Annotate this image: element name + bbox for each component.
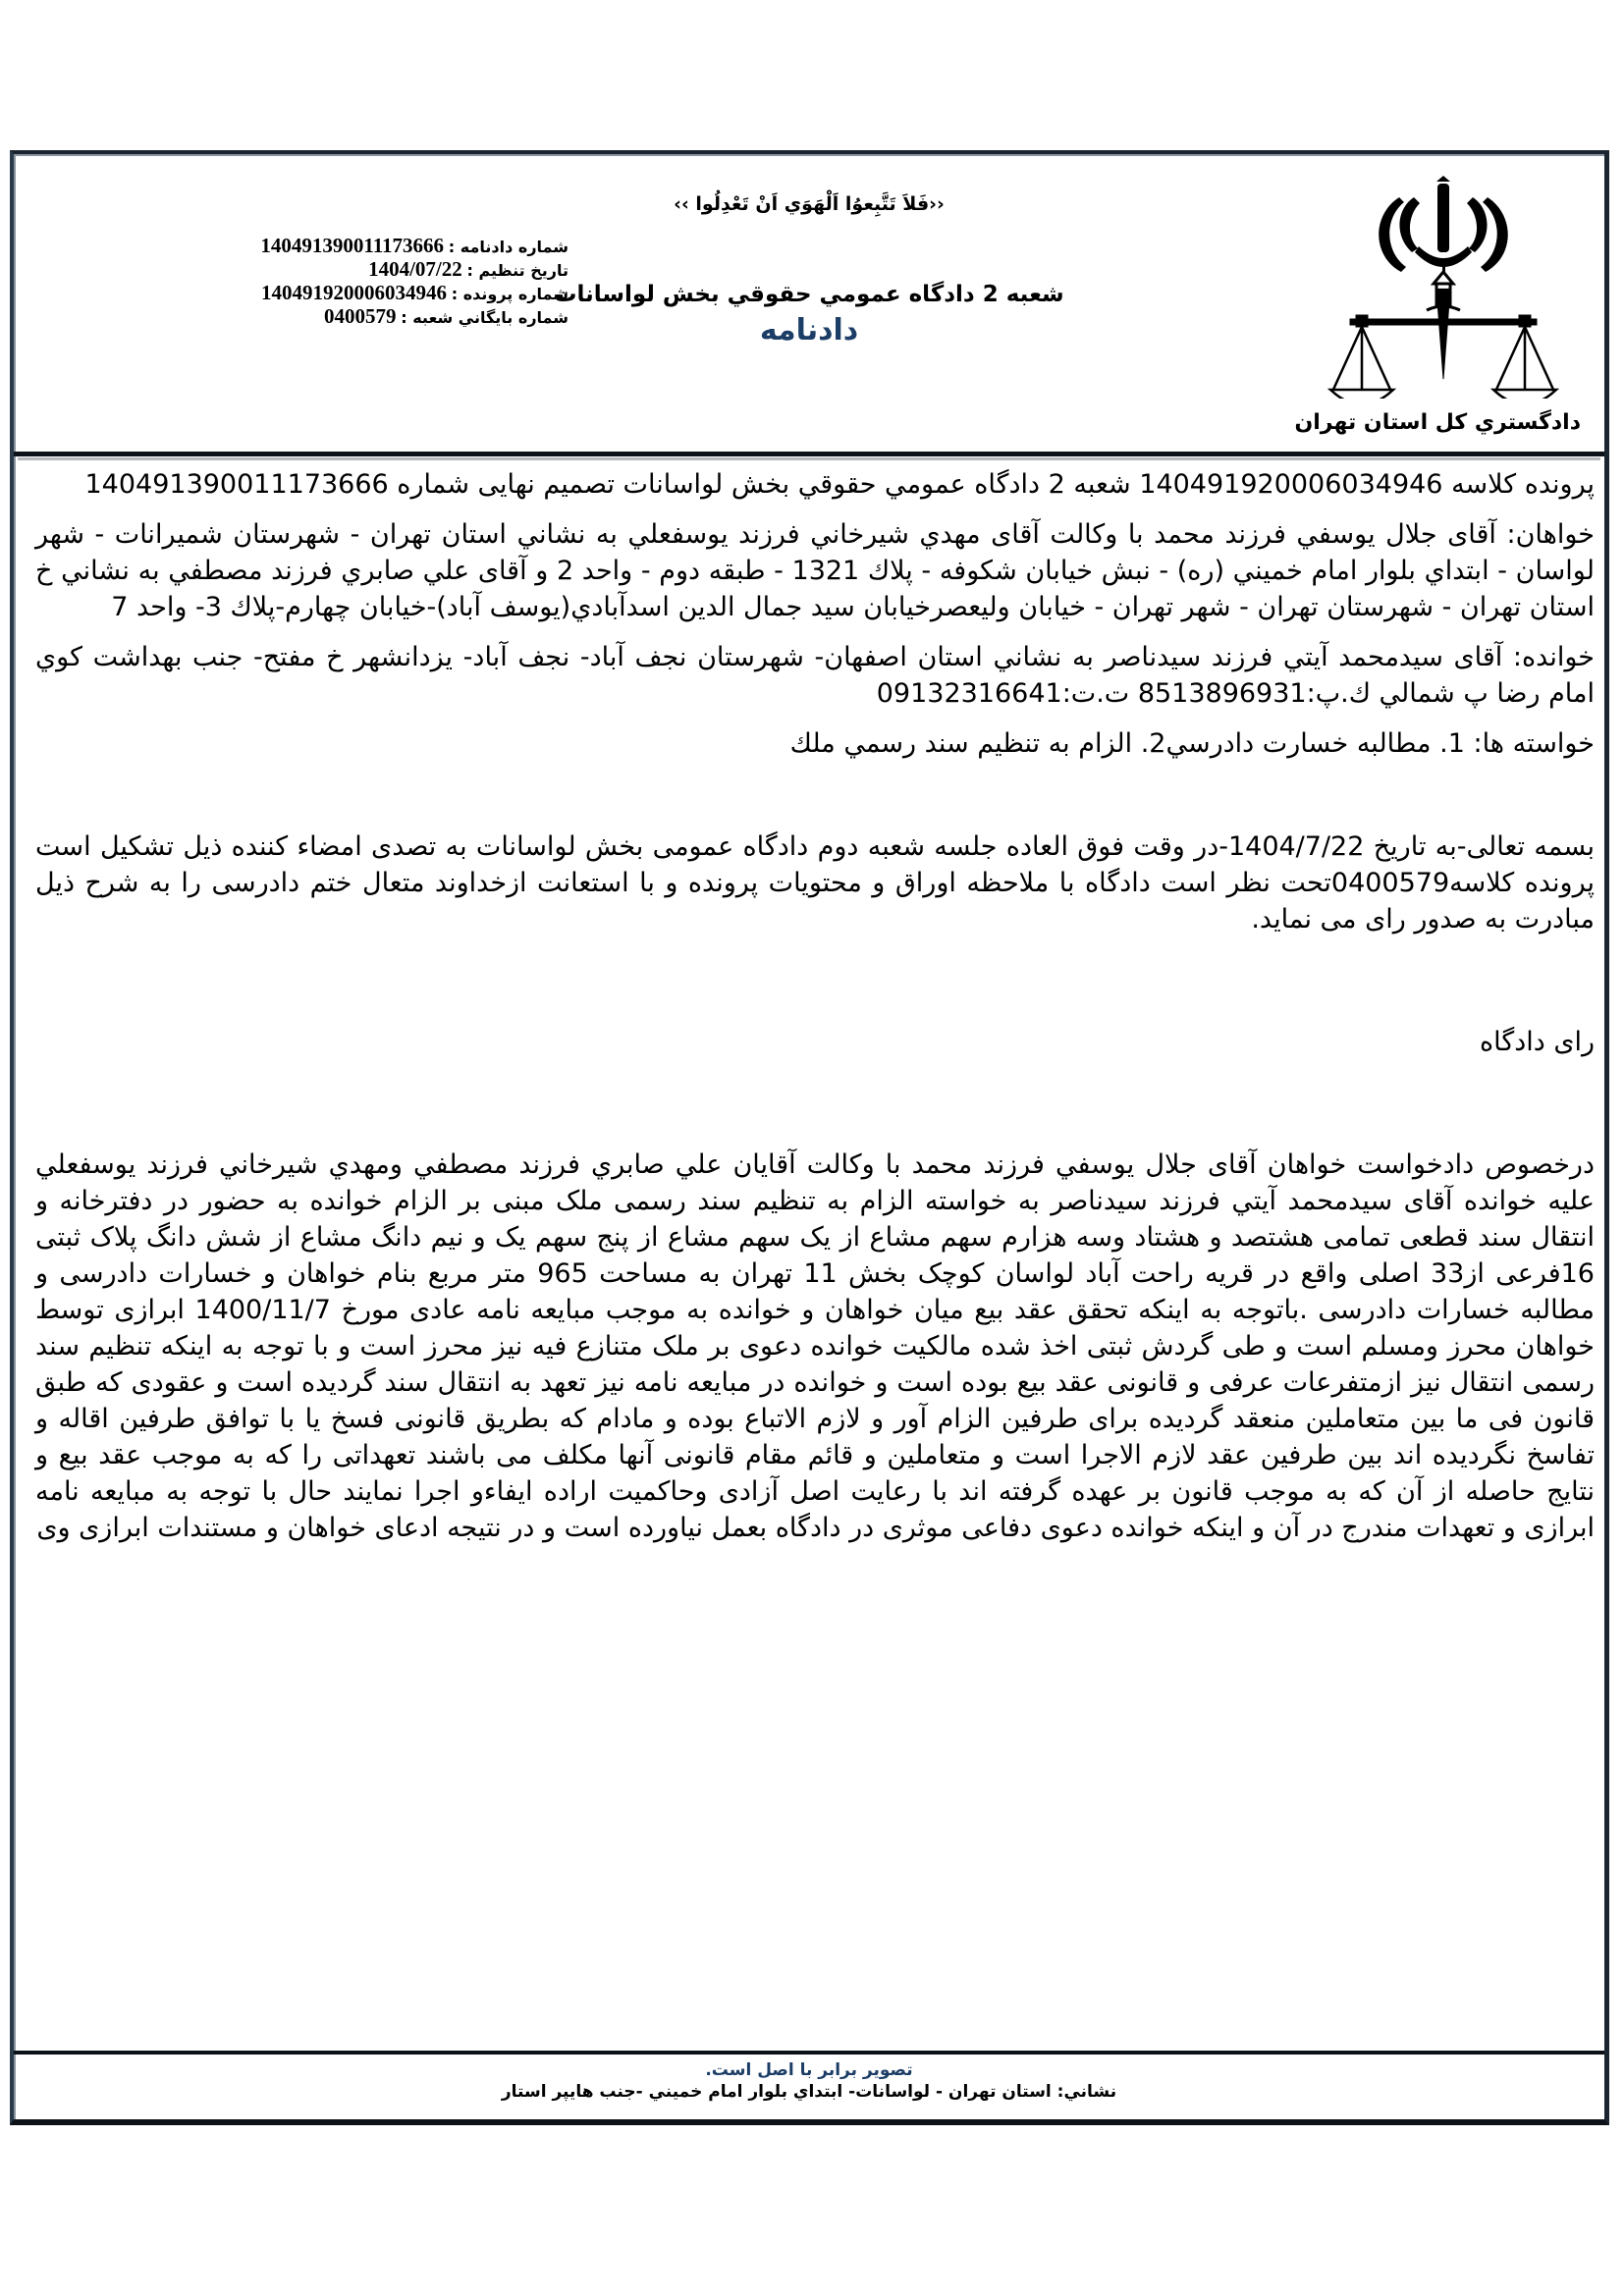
plaintiff-section [35,516,1595,625]
case-summary: پرونده كلاسه 140491920006034946 شعبه 2 دادگاه عمومي حقوقي بخش لواسانات تصميم نهايی شماره 140491390011173666 [84,469,1595,500]
document-header [14,154,1604,456]
judiciary-emblem-block [1296,168,1591,443]
document-page [10,150,1609,2125]
meta-issue-date: تاريخ تنظيم : 1404/07/22 [368,257,568,281]
plaintiff-label: خواهان: [1506,519,1595,550]
judiciary-name: دادگستري كل استان تهران [1294,410,1581,435]
certified-copy-note: تصوير برابر با اصل است. [705,2060,913,2080]
quran-verse: ‹‹فَلاَ تَتَّبِعوُا اَلْهَوَي اَنْ تَعْدِلُوا ›› [674,193,945,215]
plaintiff-details: آقای جلال يوسفي فرزند محمد با وكالت آقای مهدي شيرخاني فرزند يوسفعلي به نشاني استان تهران - شهرستان شميرانات - شهر لواسان - ابتداي بلوار امام خميني (ره) - نبش خيابان شكوفه - پلاك 1321 - طبقه دوم - واحد 2 و آقای علي صابري فرزند مصطفي به نشاني خ استان تهران - شهرستان تهران - شهر تهران - خيابان وليعصرخيابان سيد جمال الدين اسدآبادي(يوسف آباد)-خيابان چهارم-پلاك 3- واحد 7 [35,519,1595,622]
meta-case-number: شماره پرونده : 140491920006034946 [260,281,568,304]
document-body [35,466,1595,1546]
defendant-section [35,639,1595,712]
document-title: دادنامه [759,313,859,347]
iran-emblem-scales-icon [1321,168,1566,399]
claims-label: خواسته ها: [1473,728,1595,759]
court-address: نشاني: استان تهران - لواسانات- ابتداي بلوار امام خميني -جنب هايپر استار [501,2082,1117,2102]
session-text: بسمه تعالی-به تاريخ 1404/7/22-در وقت فوق العاده جلسه شعبه دوم دادگاه عمومی بخش لواسانات به تصدی امضاء كننده ذيل تشكيل است پرونده كلاسه0400579تحت نظر است دادگاه با ملاحظه اوراق و محتويات پرونده و با استعانت ازخداوند متعال ختم دادرسی را به شرح ذيل مبادرت به صدور رای می نمايد. [35,831,1596,934]
defendant-details: آقای سيدمحمد آيتي فرزند سيدناصر به نشاني استان اصفهان- شهرستان نجف آباد- نجف آباد- يزدانشهر خ مفتح- جنب بهداشت كوي امام رضا پ شمالي ك.پ:8513896931 ت.ت:09132316641 [35,642,1595,709]
claims-section [35,725,1595,762]
court-branch-name: شعبه 2 دادگاه عمومي حقوقي بخش لواسانات [554,282,1064,307]
claims-list: 1. مطالبه خسارت دادرسي2. الزام به تنظيم سند رسمي ملك [789,728,1465,759]
verdict-heading: رای دادگاه [1479,1027,1595,1057]
document-metadata [156,235,568,329]
meta-archive-number: شماره بايگاني شعبه : 0400579 [323,304,568,328]
defendant-label: خوانده: [1512,642,1595,672]
verdict-text: درخصوص دادخواست خواهان آقای جلال يوسفي فرزند محمد با وكالت آقايان علي صابري فرزند مصطفي ومهدي شيرخاني فرزند يوسفعلي عليه خوانده آقای سيدمحمد آيتي فرزند سيدناصر به خواسته الزام به تنظيم سند رسمی ملک مبنی بر الزام خوانده به حضور در دفترخانه و انتقال سند قطعی تمامی هشتصد و هشتاد وسه هزارم سهم مشاع از يک سهم مشاع از پنج سهم يک و نيم دانگ مشاع از شش دانگ پلاک ثبتی 16فرعی از33 اصلی واقع در قريه راحت آباد لواسان کوچک بخش 11 تهران به مساحت 965 متر مربع بنام خواهان و خسارات دادرسی و مطالبه خسارات دادرسی .باتوجه به اينکه تحقق عقد بيع ميان خواهان و خوانده به موجب مبايعه نامه عادی مورخ 1400/11/7 ابرازی توسط خواهان محرز ومسلم است و طی گردش ثبتی اخذ شده مالکيت خوانده دعوی بر ملک متنازع فيه نيز محرز است و با توجه به اينکه تنظيم سند رسمی انتقال نيز ازمتفرعات عرفی و قانونی عقد بيع بوده است و خوانده در مبايعه نامه نيز تعهد به انتقال سند گرديده است و عقودی که طبق قانون فی ما بين متعاملين منعقد گرديده برای طرفين الزام آور و لازم الاتباع بوده و مادام که بطريق قانونی فسخ يا با توافق طرفين اقاله و تفاسخ نگرديده اند بين طرفين عقد لازم الاجرا است و متعاملين و قائم مقام قانونی آنها مکلف می باشند تعهداتی را که به موجب عقد بيع و نتايج حاصله از آن که به موجب قانون بر عهده گرفته اند با رعايت اصل آزادی وحاکميت اراده ايفاءو اجرا نمايند حال با توجه به مبايعه نامه ابرازی و تعهدات مندرج در آن و اينکه خوانده دعوی دفاعی موثری در دادگاه بعمل نياورده است و در نتيجه ادعای خواهان و مستندات ابرازی وی [35,1149,1595,1543]
meta-verdict-number: شماره دادنامه : 140491390011173666 [260,234,568,257]
document-footer [14,2051,1604,2119]
